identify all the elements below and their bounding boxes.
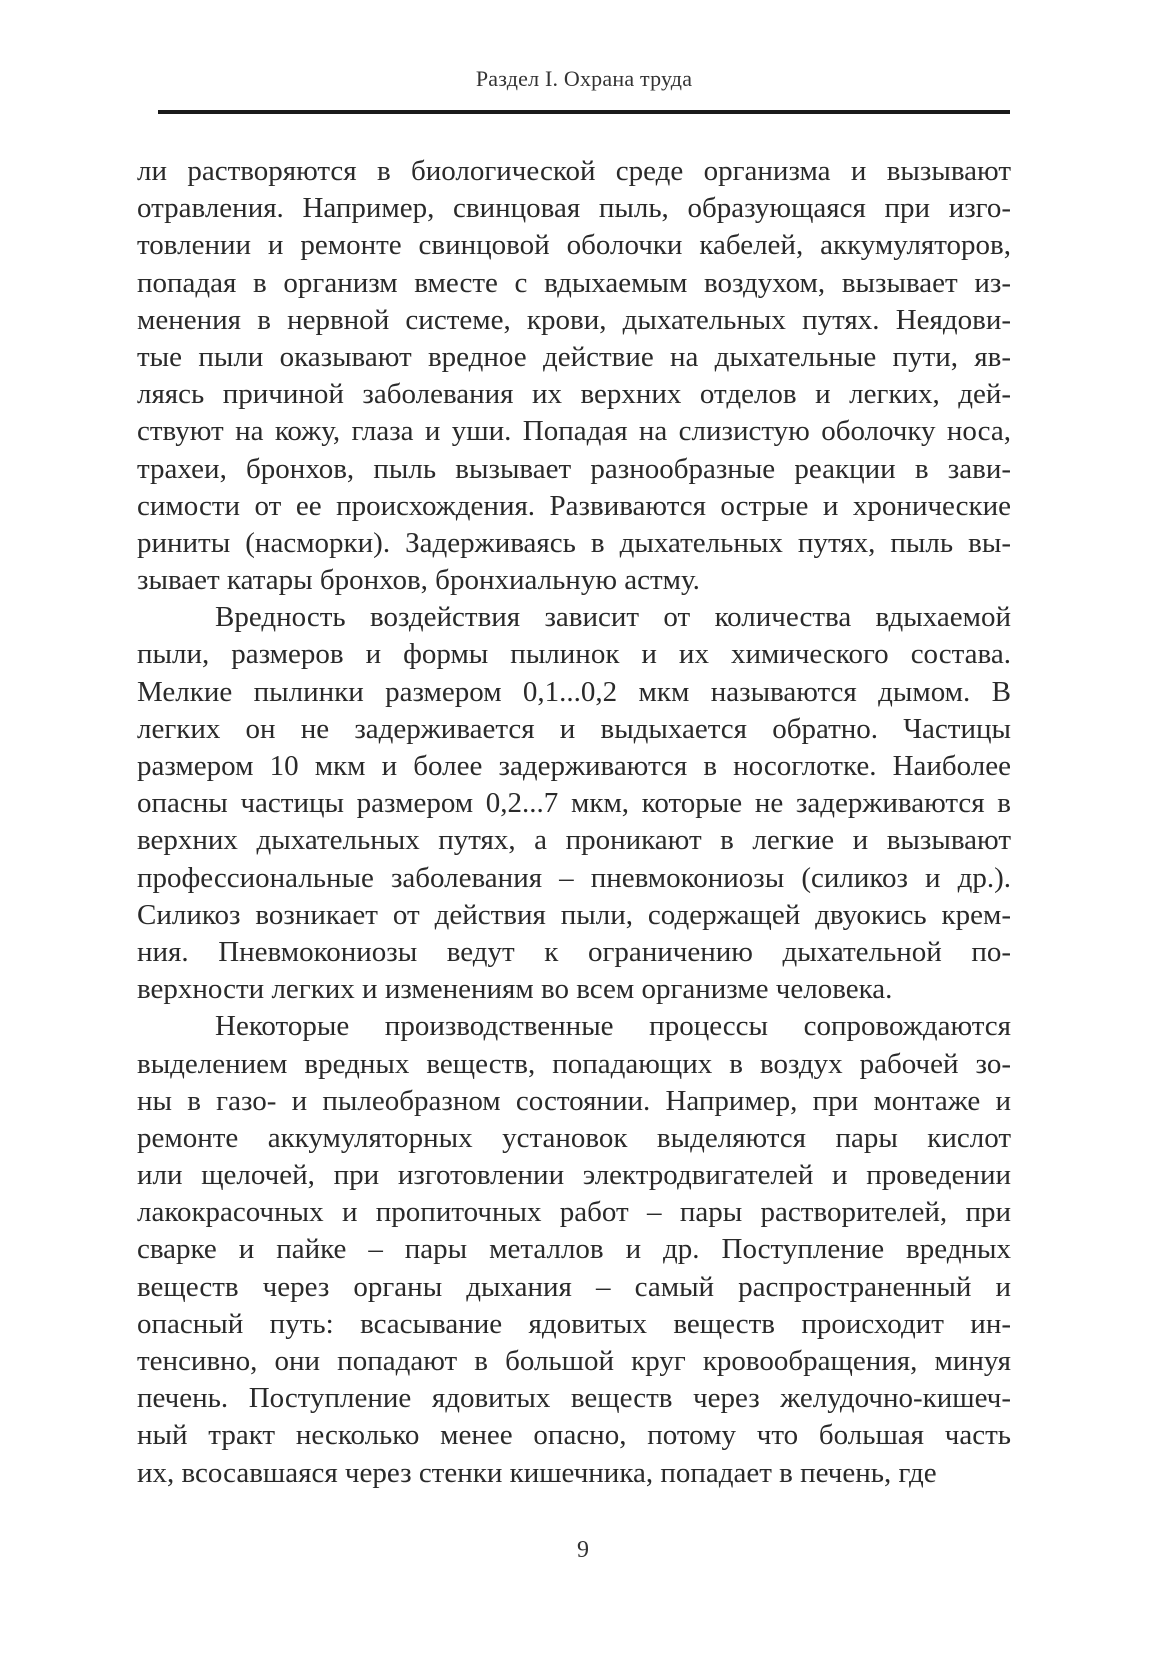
text-line: Силикоз возникает от действия пыли, содержащей двуокись крем-	[137, 898, 1011, 931]
text-line: их, всосавшаяся через стенки кишечника, попадает в печень, где	[137, 1456, 937, 1489]
text-line: лакокрасочных и пропиточных работ – пары растворителей, при	[137, 1196, 1011, 1229]
text-line: печень. Поступление ядовитых веществ через желудочно-кишеч-	[137, 1382, 1011, 1415]
text-line: веществ через органы дыхания – самый распространенный и	[137, 1270, 1011, 1303]
text-line: размером 10 мкм и более задерживаются в носоглотке. Наиболее	[137, 750, 1011, 782]
text-line: симости от ее происхождения. Развиваются острые и хронические	[137, 489, 1011, 522]
text-line: легких он не задерживается и выдыхается обратно. Частицы	[137, 712, 1011, 745]
text-line: ремонте аккумуляторных установок выделяются пары кислот	[137, 1121, 1011, 1154]
text-line: опасный путь: всасывание ядовитых веществ происходит ин-	[137, 1307, 1011, 1340]
paragraph-2	[137, 599, 1011, 1008]
text-line: верхних дыхательных путях, а проникают в легкие и вызывают	[137, 824, 1011, 857]
text-line: товлении и ремонте свинцовой оболочки кабелей, аккумуляторов,	[137, 229, 1011, 262]
text-line: ли растворяются в биологической среде организма и вызывают	[137, 155, 1011, 187]
text-line: ния. Пневмокониозы ведут к ограничению дыхательной по-	[137, 935, 1011, 968]
header-rule	[158, 110, 1010, 114]
text-line: отравления. Например, свинцовая пыль, образующаяся при изго-	[137, 192, 1011, 225]
text-line: ляясь причиной заболевания их верхних отделов и легких, дей-	[137, 378, 1011, 411]
text-line: попадая в организм вместе с вдыхаемым воздухом, вызывает из-	[137, 266, 1011, 299]
text-line: риниты (насморки). Задерживаясь в дыхательных путях, пыль вы-	[137, 526, 1011, 559]
text-line: выделением вредных веществ, попадающих в воздух рабочей зо-	[137, 1047, 1011, 1080]
text-line: трахеи, бронхов, пыль вызывает разнообразные реакции в зави-	[137, 452, 1011, 485]
text-line: профессиональные заболевания – пневмокониозы (силикоз и др.).	[137, 861, 1011, 894]
text-line: тые пыли оказывают вредное действие на дыхательные пути, яв-	[137, 340, 1011, 373]
text-line: ны в газо- и пылеобразном состоянии. Например, при монтаже и	[137, 1084, 1011, 1117]
text-line: ный тракт несколько менее опасно, потому что большая часть	[137, 1419, 1011, 1452]
text-line: сварке и пайке – пары металлов и др. Поступление вредных	[137, 1233, 1011, 1266]
text-line: менения в нервной системе, крови, дыхательных путях. Неядови-	[137, 303, 1011, 336]
text-line: Вредность воздействия зависит от количества вдыхаемой	[215, 601, 1011, 634]
running-header: Раздел I. Охрана труда	[475, 66, 693, 91]
paragraph-3	[137, 1008, 1011, 1491]
paragraph-1	[137, 153, 1011, 599]
text-line: верхности легких и изменениям во всем организме человека.	[137, 973, 893, 1006]
text-line: или щелочей, при изготовлении электродвигателей и проведении	[137, 1159, 1011, 1192]
text-line: Некоторые производственные процессы сопровождаются	[215, 1010, 1011, 1043]
body-text	[137, 153, 1011, 1492]
text-line: тенсивно, они попадают в большой круг кровообращения, минуя	[137, 1345, 1011, 1377]
text-line: Мелкие пылинки размером 0,1...0,2 мкм называются дымом. В	[137, 675, 1011, 708]
text-line: пыли, размеров и формы пылинок и их химического состава.	[137, 638, 1011, 671]
text-line: зывает катары бронхов, бронхиальную астму.	[137, 564, 700, 597]
text-line: ствуют на кожу, глаза и уши. Попадая на слизистую оболочку носа,	[137, 415, 1011, 448]
page-number: 9	[577, 1537, 589, 1563]
text-line: опасны частицы размером 0,2...7 мкм, которые не задерживаются в	[137, 787, 1011, 820]
